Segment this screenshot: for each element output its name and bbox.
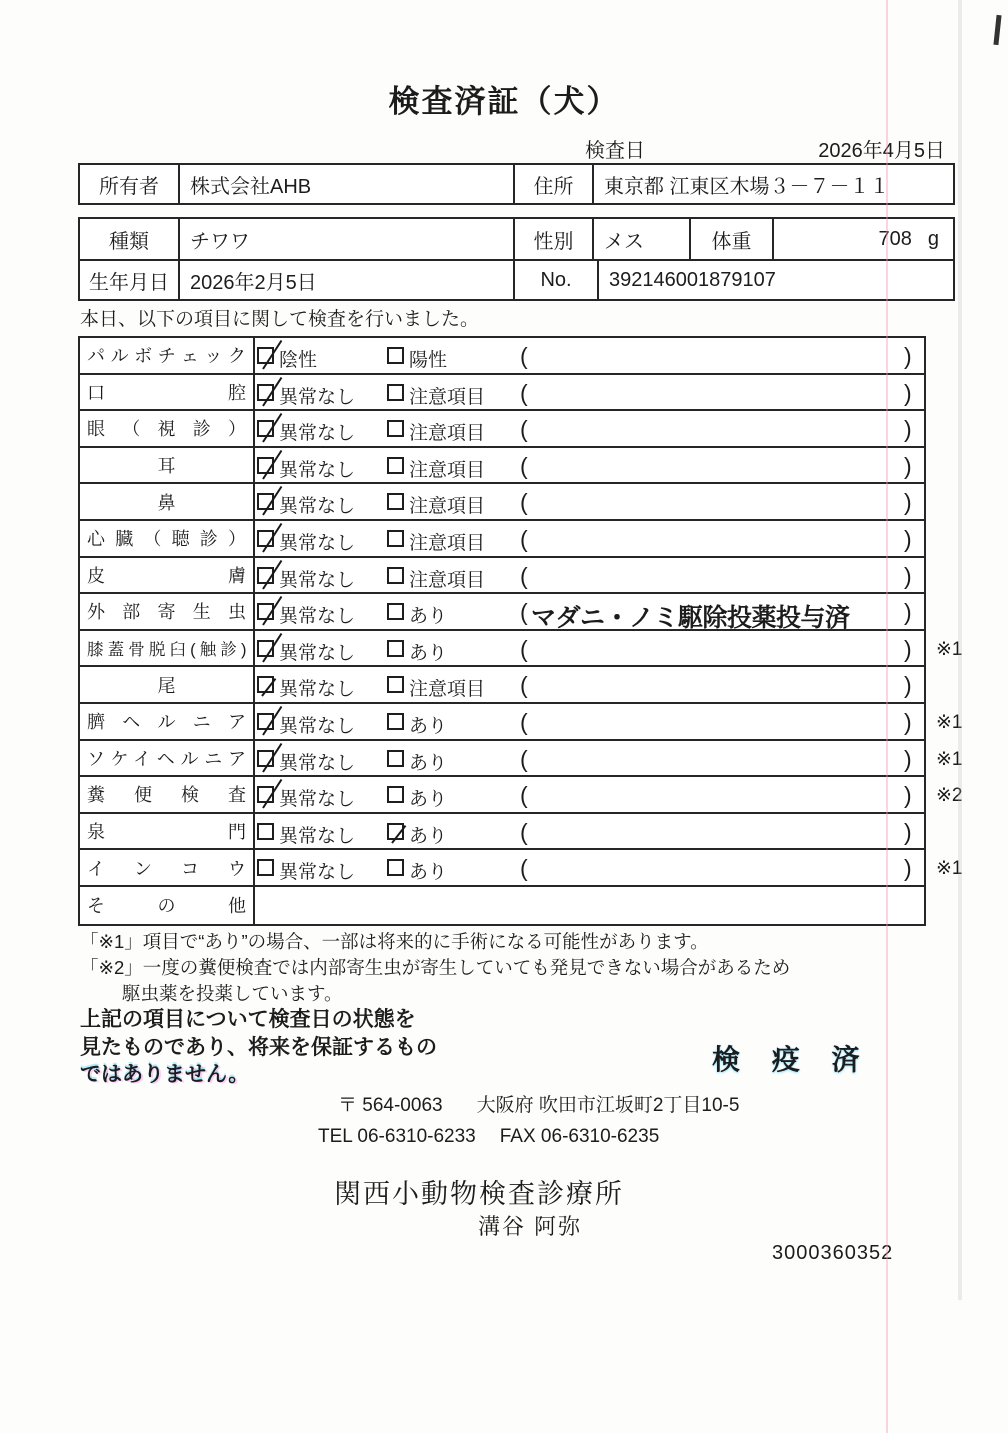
paren-open: ( <box>520 599 528 626</box>
checkbox-option2 <box>387 493 404 510</box>
checkbox-option2 <box>387 420 404 437</box>
row-label-cell <box>80 850 255 885</box>
paren-open: ( <box>520 489 528 516</box>
checkbox-option2 <box>387 750 404 767</box>
footnote-2-cont: 駆虫薬を投薬しています。 <box>122 983 343 1004</box>
examiner-name: 溝谷 阿弥 <box>478 1214 583 1239</box>
footnote-mark: ※1 <box>936 748 963 770</box>
option2-label: 注意項目 <box>409 532 486 554</box>
row-label: 口腔 <box>87 382 246 403</box>
birth-value: 2026年2月5日 <box>180 261 515 299</box>
row-label: ソケイヘルニア <box>87 748 246 769</box>
paren-open: ( <box>520 452 528 479</box>
paren-open: ( <box>520 379 528 406</box>
quarantine-stamp: 検 疫 済 <box>712 1044 872 1075</box>
checkbox-option2 <box>387 640 404 657</box>
row-label: パルボチェック <box>87 346 246 367</box>
row-label: その他 <box>87 896 246 917</box>
row-label: 眼（視診） <box>87 419 246 440</box>
checkbox-option2 <box>387 859 404 876</box>
birth-row <box>80 259 953 299</box>
option2-label: 注意項目 <box>409 679 486 701</box>
row-label-cell <box>80 667 255 702</box>
checklist-row <box>80 594 924 631</box>
checklist-row <box>80 521 924 558</box>
checkbox-option2 <box>387 530 404 547</box>
checklist-row <box>80 631 963 668</box>
postal-code: 〒 564-0063 <box>338 1095 443 1116</box>
disclaimer-statement <box>80 1006 437 1089</box>
birth-label: 生年月日 <box>80 261 180 299</box>
option1-label: 陰性 <box>279 350 318 371</box>
option1-label: 異常なし <box>279 789 356 811</box>
paren-close: ) <box>904 452 912 479</box>
row-label-cell <box>80 594 255 629</box>
row-label-cell <box>80 741 255 776</box>
clinic-address: 大阪府 吹田市江坂町2丁目10-5 <box>476 1095 740 1116</box>
option1-label: 異常なし <box>279 532 356 554</box>
owner-row <box>80 165 953 203</box>
checklist-row <box>80 338 924 375</box>
checklist-row <box>80 484 924 521</box>
option1-label: 異常なし <box>279 423 356 445</box>
checklist-row <box>80 741 963 778</box>
paren-close: ) <box>904 782 912 809</box>
option1-label: 異常なし <box>279 386 356 408</box>
weight-unit: g <box>927 227 939 250</box>
row-label: 心臓（聴診） <box>87 529 246 550</box>
option2-label: 注意項目 <box>409 459 486 481</box>
owner-value: 株式会社AHB <box>180 165 515 203</box>
checkbox-option2 <box>387 603 404 620</box>
option2-label: あり <box>409 862 448 884</box>
footnote-1: 「※1」項目で“あり”の場合、一部は将来的に手術になる可能性があります。 <box>80 931 709 952</box>
postal-address-row <box>338 1090 739 1117</box>
row-note: マダニ・ノミ駆除投薬投与済 <box>531 604 850 633</box>
paren-close: ) <box>904 818 912 845</box>
row-label-cell <box>80 814 255 849</box>
checkbox-option2 <box>387 676 404 693</box>
paren-open: ( <box>520 745 528 772</box>
scan-artifact-gray-line <box>958 0 962 1300</box>
option2-label: 注意項目 <box>409 386 486 408</box>
paren-open: ( <box>520 672 528 699</box>
paren-open: ( <box>520 855 528 882</box>
checkbox-option1 <box>257 493 274 510</box>
paren-close: ) <box>904 855 912 882</box>
fax-number: FAX 06-6310-6235 <box>499 1126 660 1147</box>
checkbox-option2 <box>387 823 404 840</box>
inspection-date-row <box>585 134 945 163</box>
checkbox-option1 <box>257 457 274 474</box>
tel-number: TEL 06-6310-6233 <box>318 1126 476 1147</box>
checklist-row <box>80 704 963 741</box>
checkbox-option2 <box>387 786 404 803</box>
row-label: 泉門 <box>87 822 246 843</box>
checklist-row <box>80 887 924 924</box>
paren-close: ) <box>904 708 912 735</box>
owner-table <box>78 163 955 205</box>
species-value: チワワ <box>180 219 515 259</box>
option2-label: あり <box>409 715 448 737</box>
option1-label: 異常なし <box>279 862 356 884</box>
option1-label: 異常なし <box>279 496 356 518</box>
paren-open: ( <box>520 416 528 443</box>
paren-open: ( <box>520 782 528 809</box>
paren-close: ) <box>904 525 912 552</box>
footnote-mark: ※2 <box>936 785 963 807</box>
checkbox-option2 <box>387 567 404 584</box>
statement-line2: 見たものであり、将来を保証するもの <box>80 1035 437 1059</box>
checklist-row <box>80 667 924 704</box>
option1-label: 異常なし <box>279 679 356 701</box>
paren-close: ) <box>904 343 912 369</box>
row-label-cell <box>80 521 255 556</box>
row-label-cell <box>80 631 255 666</box>
checklist-row <box>80 375 924 412</box>
address-value: 東京都 江東区木場３－７－１１ <box>604 175 890 198</box>
option2-label: あり <box>409 642 448 664</box>
row-label-cell <box>80 411 255 446</box>
option1-label: 異常なし <box>279 606 356 628</box>
paren-close: ) <box>904 489 912 516</box>
row-label-cell <box>80 704 255 739</box>
option2-label: 陽性 <box>409 350 448 371</box>
paren-open: ( <box>520 343 528 369</box>
page-title: 検査済証（犬） <box>388 84 620 119</box>
row-label-cell <box>80 484 255 519</box>
species-label: 種類 <box>80 219 180 259</box>
serial-number: 3000360352 <box>772 1242 894 1264</box>
sex-value: メス <box>594 219 691 259</box>
checklist-row <box>80 558 924 595</box>
paren-open: ( <box>520 635 528 662</box>
row-label-cell <box>80 448 255 483</box>
address-label: 住所 <box>515 165 594 203</box>
row-label: 臍ヘルニア <box>87 712 246 733</box>
checkbox-option2 <box>387 457 404 474</box>
paren-close: ) <box>904 635 912 662</box>
checkbox-option1 <box>257 750 274 767</box>
footnote-2: 「※2」一度の糞便検査では内部寄生虫が寄生していても発見できない場合があるため <box>80 957 791 978</box>
animal-info-table <box>78 217 955 301</box>
option2-label: あり <box>409 789 448 811</box>
checkbox-option2 <box>387 347 404 364</box>
row-label-cell <box>80 777 255 812</box>
number-value: 392146001879107 <box>609 268 776 291</box>
checkbox-option1 <box>257 567 274 584</box>
row-label-cell <box>80 375 255 410</box>
row-label-cell <box>80 558 255 593</box>
option2-label: 注意項目 <box>409 496 486 518</box>
checkbox-option2 <box>387 713 404 730</box>
option1-label: 異常なし <box>279 715 356 737</box>
scan-artifact-corner-mark <box>993 15 1001 45</box>
statement-line1: 上記の項目について検査日の状態を <box>80 1008 416 1031</box>
weight-value-cell <box>774 219 953 259</box>
checklist-row <box>80 814 924 851</box>
checklist-row <box>80 850 963 887</box>
row-label: 膝蓋骨脱臼(触診) <box>87 641 246 660</box>
option1-label: 異常なし <box>279 825 356 847</box>
option2-label: あり <box>409 752 448 774</box>
checklist-row <box>80 448 924 485</box>
weight-label: 体重 <box>691 219 774 259</box>
paren-close: ) <box>904 672 912 699</box>
weight-value: 708 <box>878 227 912 250</box>
statement-line3: ではありません。 <box>80 1063 250 1086</box>
row-label: 皮膚 <box>87 565 246 586</box>
checkbox-option1 <box>257 640 274 657</box>
number-label: No. <box>515 261 599 299</box>
inspection-date-value: 2026年4月5日 <box>818 140 945 162</box>
row-label: 尾 <box>157 675 176 696</box>
row-label: 外部寄生虫 <box>87 602 246 623</box>
checkbox-option1 <box>257 859 274 876</box>
row-label: 鼻 <box>157 492 176 513</box>
checkbox-option1 <box>257 530 274 547</box>
inspection-date-label: 検査日 <box>585 140 645 162</box>
checkbox-option1 <box>257 384 274 401</box>
option2-label: あり <box>409 825 448 847</box>
paren-open: ( <box>520 818 528 845</box>
row-label: 耳 <box>157 456 176 477</box>
owner-label: 所有者 <box>80 165 180 203</box>
option1-label: 異常なし <box>279 752 356 774</box>
paren-close: ) <box>904 379 912 406</box>
phone-row <box>318 1126 659 1148</box>
checkbox-option1 <box>257 603 274 620</box>
option2-label: 注意項目 <box>409 569 486 591</box>
sex-label: 性別 <box>515 219 594 259</box>
checkbox-option1 <box>257 420 274 437</box>
option2-label: あり <box>409 606 448 628</box>
species-row <box>80 219 953 259</box>
checkbox-option1 <box>257 823 274 840</box>
paren-open: ( <box>520 708 528 735</box>
paren-close: ) <box>904 562 912 589</box>
paren-open: ( <box>520 562 528 589</box>
option1-label: 異常なし <box>279 459 356 481</box>
checklist-table <box>78 336 963 926</box>
footnote-mark: ※1 <box>936 638 963 660</box>
paren-close: ) <box>904 416 912 443</box>
row-label: 糞便検査 <box>87 785 246 806</box>
checklist-row <box>80 777 963 814</box>
checkbox-option1 <box>257 347 274 364</box>
paren-close: ) <box>904 745 912 772</box>
footnote-mark: ※1 <box>936 858 963 880</box>
row-label: インコウ <box>87 858 246 879</box>
checkbox-option1 <box>257 786 274 803</box>
intro-text: 本日、以下の項目に関して検査を行いました。 <box>80 309 480 330</box>
clinic-name: 関西小動物検査診療所 <box>334 1179 624 1209</box>
option1-label: 異常なし <box>279 569 356 591</box>
scan-artifact-pink-line <box>886 0 888 1433</box>
paren-close: ) <box>904 599 912 626</box>
option2-label: 注意項目 <box>409 423 486 445</box>
option1-label: 異常なし <box>279 642 356 664</box>
footnotes <box>80 929 790 1007</box>
checkbox-option2 <box>387 384 404 401</box>
row-label-cell <box>80 338 255 373</box>
footnote-mark: ※1 <box>936 711 963 733</box>
paren-open: ( <box>520 525 528 552</box>
row-label-cell <box>80 887 255 924</box>
checklist-row <box>80 411 924 448</box>
checkbox-option1 <box>257 713 274 730</box>
checkbox-option1 <box>257 676 274 693</box>
